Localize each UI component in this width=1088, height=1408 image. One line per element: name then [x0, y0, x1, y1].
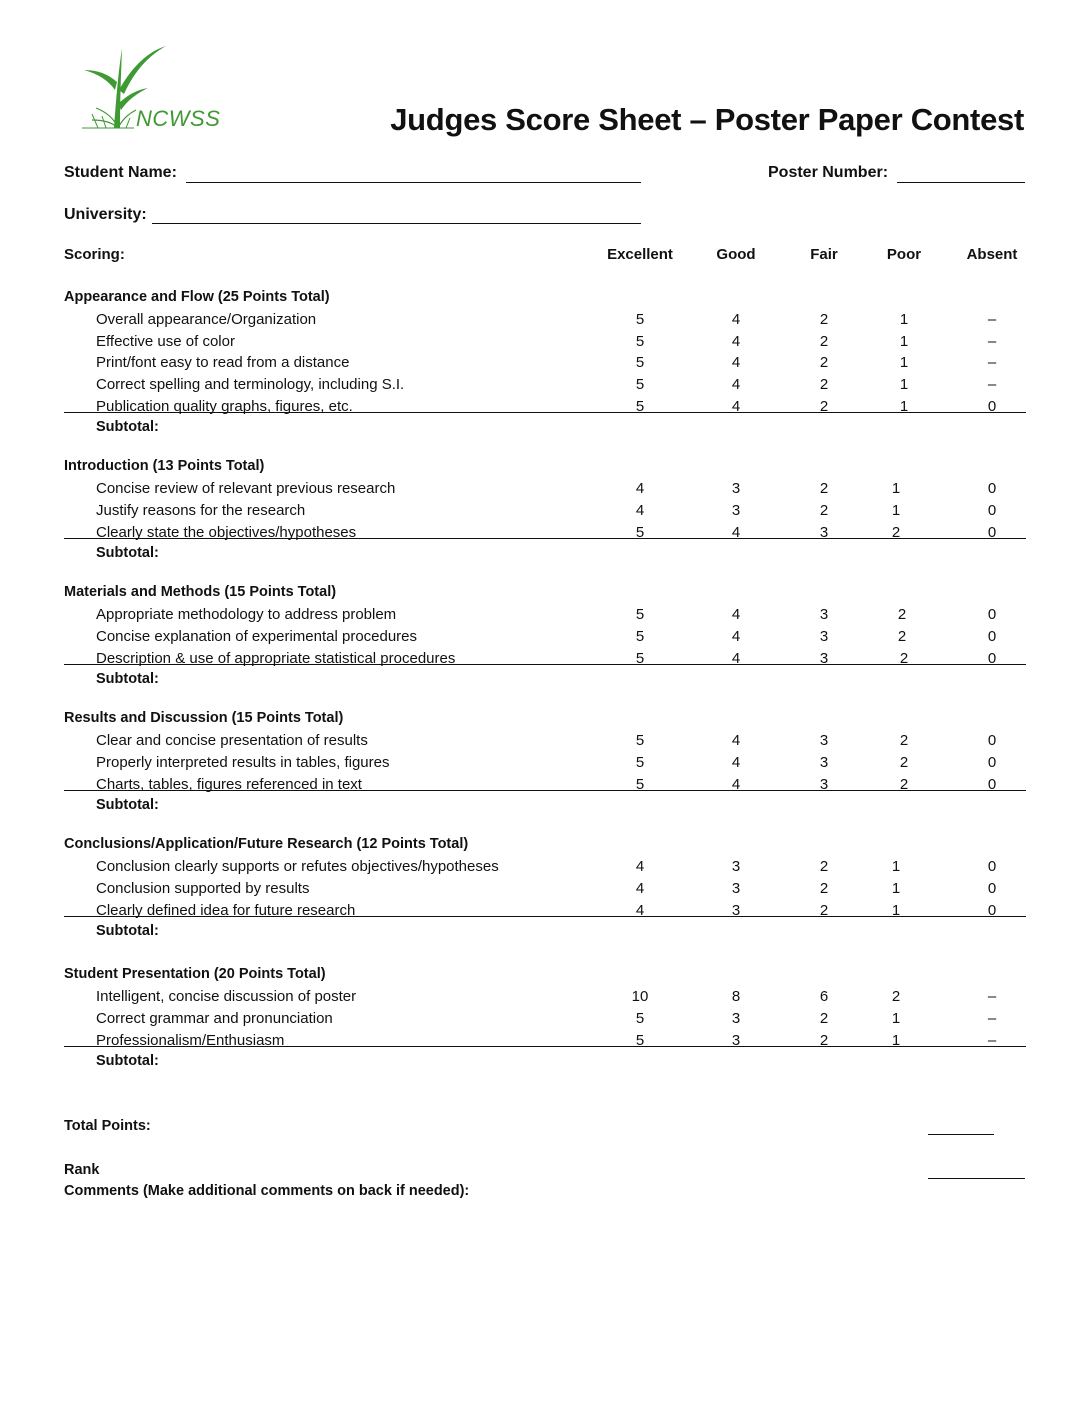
- score-excellent: 5: [635, 1010, 645, 1027]
- score-absent: 0: [987, 732, 997, 749]
- score-excellent: 5: [635, 311, 645, 328]
- ncwss-logo: [78, 40, 238, 135]
- score-poor: 1: [899, 398, 909, 415]
- score-poor: 1: [899, 311, 909, 328]
- score-fair: 2: [819, 1032, 829, 1049]
- col-absent: Absent: [966, 246, 1018, 263]
- score-fair: 3: [819, 776, 829, 793]
- score-fair: 3: [819, 754, 829, 771]
- score-fair: 2: [819, 902, 829, 919]
- criteria-row: [64, 480, 1026, 502]
- score-fair: 2: [819, 502, 829, 519]
- score-good: 4: [731, 398, 741, 415]
- logo-wordmark: NCWSS: [136, 106, 221, 131]
- section-title: Appearance and Flow (25 Points Total): [64, 289, 330, 305]
- section-title: Results and Discussion (15 Points Total): [64, 710, 344, 726]
- score-excellent: 4: [635, 480, 645, 497]
- score-fair: 3: [819, 524, 829, 541]
- score-absent: 0: [987, 902, 997, 919]
- score-excellent: 5: [635, 606, 645, 623]
- score-poor: 1: [891, 1032, 901, 1049]
- subtotal-label: Subtotal:: [96, 797, 159, 813]
- criteria-row: [64, 398, 1026, 413]
- criteria-row: [64, 333, 1026, 355]
- score-excellent: 4: [635, 880, 645, 897]
- criteria-row: [64, 858, 1026, 880]
- criteria-row: [64, 502, 1026, 524]
- criteria-label: Effective use of color: [96, 333, 235, 350]
- criteria-label: Correct grammar and pronunciation: [96, 1010, 333, 1027]
- score-absent: –: [987, 988, 997, 1005]
- score-poor: 1: [891, 902, 901, 919]
- col-good: Good: [716, 246, 756, 263]
- score-excellent: 5: [635, 732, 645, 749]
- score-poor: 1: [899, 333, 909, 350]
- university-field[interactable]: [152, 223, 641, 224]
- total-points-label: Total Points:: [64, 1118, 151, 1134]
- score-excellent: 5: [635, 398, 645, 415]
- col-excellent: Excellent: [607, 246, 673, 263]
- score-fair: 2: [819, 376, 829, 393]
- score-absent: 0: [987, 880, 997, 897]
- section-title: Student Presentation (20 Points Total): [64, 966, 326, 982]
- score-excellent: 5: [635, 650, 645, 667]
- student-name-field[interactable]: [186, 182, 641, 183]
- total-points-field[interactable]: [928, 1134, 994, 1135]
- poster-number-label: Poster Number:: [768, 164, 889, 181]
- score-poor: 2: [897, 628, 907, 645]
- score-good: 4: [731, 650, 741, 667]
- criteria-row: [64, 628, 1026, 650]
- score-good: 4: [731, 732, 741, 749]
- score-excellent: 5: [635, 376, 645, 393]
- score-absent: –: [987, 376, 997, 393]
- score-excellent: 4: [635, 858, 645, 875]
- criteria-label: Conclusion supported by results: [96, 880, 310, 897]
- col-fair: Fair: [810, 246, 838, 263]
- criteria-row: [64, 1010, 1026, 1032]
- score-good: 4: [731, 311, 741, 328]
- criteria-label: Concise review of relevant previous research: [96, 480, 396, 497]
- score-fair: 2: [819, 354, 829, 371]
- score-fair: 3: [819, 628, 829, 645]
- score-fair: 2: [819, 858, 829, 875]
- criteria-row: [64, 902, 1026, 917]
- score-good: 4: [731, 628, 741, 645]
- score-excellent: 5: [635, 333, 645, 350]
- score-absent: 0: [987, 650, 997, 667]
- criteria-label: Clearly defined idea for future research: [96, 902, 356, 919]
- criteria-label: Publication quality graphs, figures, etc.: [96, 398, 353, 415]
- score-excellent: 10: [631, 988, 649, 1005]
- criteria-label: Overall appearance/Organization: [96, 311, 317, 328]
- scoring-label: Scoring:: [64, 246, 125, 263]
- rank-field[interactable]: [928, 1178, 1025, 1179]
- score-absent: –: [987, 354, 997, 371]
- score-fair: 2: [819, 480, 829, 497]
- rank-label: Rank: [64, 1162, 100, 1178]
- score-absent: 0: [987, 776, 997, 793]
- criteria-label: Concise explanation of experimental procedures: [96, 628, 418, 645]
- score-good: 3: [731, 502, 741, 519]
- criteria-label: Professionalism/Enthusiasm: [96, 1032, 285, 1049]
- section-title: Conclusions/Application/Future Research (12 Points Total): [64, 836, 469, 852]
- subtotal-label: Subtotal:: [96, 1053, 159, 1069]
- score-absent: 0: [987, 524, 997, 541]
- score-poor: 2: [899, 776, 909, 793]
- criteria-row: [64, 650, 1026, 665]
- section-title: Introduction (13 Points Total): [64, 458, 265, 474]
- criteria-row: [64, 754, 1026, 776]
- criteria-row: [64, 1032, 1026, 1047]
- score-excellent: 4: [635, 502, 645, 519]
- score-absent: 0: [987, 606, 997, 623]
- score-excellent: 5: [635, 628, 645, 645]
- score-fair: 3: [819, 732, 829, 749]
- score-fair: 2: [819, 1010, 829, 1027]
- score-good: 3: [731, 858, 741, 875]
- score-poor: 1: [891, 480, 901, 497]
- criteria-row: [64, 732, 1026, 754]
- score-poor: 2: [899, 650, 909, 667]
- score-poor: 1: [891, 858, 901, 875]
- section-title: Materials and Methods (15 Points Total): [64, 584, 337, 600]
- score-good: 4: [731, 776, 741, 793]
- score-excellent: 5: [635, 524, 645, 541]
- score-poor: 2: [899, 754, 909, 771]
- score-poor: 2: [897, 606, 907, 623]
- score-good: 3: [731, 880, 741, 897]
- score-poor: 1: [899, 354, 909, 371]
- score-fair: 3: [819, 650, 829, 667]
- score-good: 4: [731, 354, 741, 371]
- score-poor: 1: [899, 376, 909, 393]
- score-poor: 1: [891, 880, 901, 897]
- score-good: 3: [731, 1010, 741, 1027]
- subtotal-label: Subtotal:: [96, 545, 159, 561]
- score-good: 3: [731, 1032, 741, 1049]
- score-good: 4: [731, 606, 741, 623]
- score-fair: 3: [819, 606, 829, 623]
- score-excellent: 5: [635, 754, 645, 771]
- score-absent: 0: [987, 398, 997, 415]
- criteria-label: Intelligent, concise discussion of poster: [96, 988, 357, 1005]
- university-label: University:: [64, 206, 147, 223]
- score-good: 3: [731, 480, 741, 497]
- score-poor: 2: [891, 524, 901, 541]
- score-absent: 0: [987, 502, 997, 519]
- score-excellent: 5: [635, 1032, 645, 1049]
- score-excellent: 5: [635, 776, 645, 793]
- score-fair: 2: [819, 398, 829, 415]
- criteria-label: Correct spelling and terminology, including S.I.: [96, 376, 405, 393]
- score-good: 8: [731, 988, 741, 1005]
- score-good: 4: [731, 376, 741, 393]
- score-absent: 0: [987, 480, 997, 497]
- score-fair: 2: [819, 880, 829, 897]
- score-absent: 0: [987, 858, 997, 875]
- score-absent: 0: [987, 754, 997, 771]
- score-fair: 6: [819, 988, 829, 1005]
- score-good: 3: [731, 902, 741, 919]
- score-good: 4: [731, 754, 741, 771]
- criteria-row: [64, 988, 1026, 1010]
- criteria-row: [64, 776, 1026, 791]
- page-title: Judges Score Sheet – Poster Paper Contest: [390, 102, 1024, 137]
- criteria-label: Clear and concise presentation of results: [96, 732, 368, 749]
- score-fair: 2: [819, 311, 829, 328]
- score-good: 4: [731, 524, 741, 541]
- criteria-row: [64, 311, 1026, 333]
- score-poor: 1: [891, 502, 901, 519]
- score-good: 4: [731, 333, 741, 350]
- student-name-label: Student Name:: [64, 164, 177, 181]
- criteria-label: Appropriate methodology to address problem: [96, 606, 397, 623]
- comments-label: Comments (Make additional comments on back if needed):: [64, 1183, 470, 1199]
- criteria-label: Print/font easy to read from a distance: [96, 354, 350, 371]
- criteria-label: Properly interpreted results in tables, figures: [96, 754, 390, 771]
- subtotal-label: Subtotal:: [96, 923, 159, 939]
- score-poor: 2: [899, 732, 909, 749]
- criteria-row: [64, 376, 1026, 398]
- score-absent: –: [987, 333, 997, 350]
- score-absent: –: [987, 311, 997, 328]
- criteria-label: Description & use of appropriate statistical procedures: [96, 650, 456, 667]
- score-absent: –: [987, 1010, 997, 1027]
- criteria-row: [64, 606, 1026, 628]
- criteria-label: Justify reasons for the research: [96, 502, 306, 519]
- score-poor: 2: [891, 988, 901, 1005]
- score-excellent: 5: [635, 354, 645, 371]
- criteria-row: [64, 524, 1026, 539]
- score-poor: 1: [891, 1010, 901, 1027]
- criteria-row: [64, 354, 1026, 376]
- subtotal-label: Subtotal:: [96, 671, 159, 687]
- poster-number-field[interactable]: [897, 182, 1025, 183]
- score-absent: 0: [987, 628, 997, 645]
- criteria-row: [64, 880, 1026, 902]
- score-excellent: 4: [635, 902, 645, 919]
- score-absent: –: [987, 1032, 997, 1049]
- criteria-label: Clearly state the objectives/hypotheses: [96, 524, 357, 541]
- criteria-label: Conclusion clearly supports or refutes objectives/hypotheses: [96, 858, 499, 875]
- subtotal-label: Subtotal:: [96, 419, 159, 435]
- criteria-label: Charts, tables, figures referenced in text: [96, 776, 362, 793]
- col-poor: Poor: [886, 246, 922, 263]
- score-fair: 2: [819, 333, 829, 350]
